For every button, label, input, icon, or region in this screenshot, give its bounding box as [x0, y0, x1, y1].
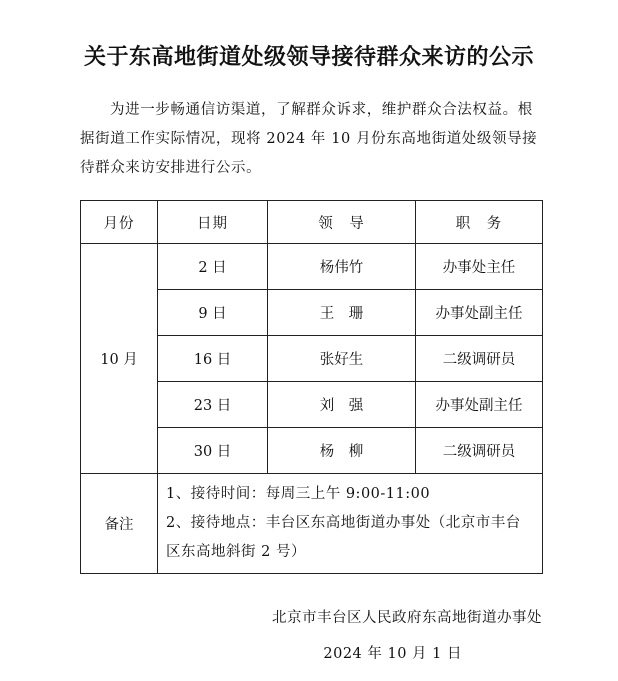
- date-cell: 23 日: [158, 382, 268, 428]
- signature-organization: 北京市丰台区人民政府东高地街道办事处: [272, 610, 542, 626]
- position-cell: 办事处副主任: [416, 290, 543, 336]
- position-cell: 办事处副主任: [416, 382, 543, 428]
- note-reception-location: 2、接待地点：丰台区东高地街道办事处（北京市丰台区东高地斜街 2 号）: [166, 515, 521, 560]
- table-header-row: [81, 201, 543, 244]
- intro-paragraph: 为进一步畅通信访渠道，了解群众诉求，维护群众合法权益。根据街道工作实际情况，现将 2024 年 10 月份东高地街道处级领导接待群众来访安排进行公示。: [80, 102, 538, 176]
- header-position: 职 务: [416, 201, 543, 244]
- date-cell: 16 日: [158, 336, 268, 382]
- notes-label: 备注: [81, 474, 158, 574]
- leader-cell: 张好生: [268, 336, 416, 382]
- reception-schedule-table: [80, 200, 543, 574]
- header-leader: 领 导: [268, 201, 416, 244]
- leader-cell: 杨伟竹: [268, 244, 416, 290]
- header-month: 月份: [81, 201, 158, 244]
- header-date: 日期: [158, 201, 268, 244]
- notes-row: [81, 474, 543, 574]
- notes-cell: [158, 474, 543, 574]
- date-cell: 9 日: [158, 290, 268, 336]
- position-cell: 办事处主任: [416, 244, 543, 290]
- position-cell: 二级调研员: [416, 336, 543, 382]
- date-cell: 2 日: [158, 244, 268, 290]
- leader-cell: 杨 柳: [268, 428, 416, 474]
- date-cell: 30 日: [158, 428, 268, 474]
- leader-cell: 王 珊: [268, 290, 416, 336]
- document-title: 关于东高地街道处级领导接待群众来访的公示: [83, 45, 534, 70]
- month-cell: 10 月: [81, 244, 158, 474]
- signature-date: 2024 年 10 月 1 日: [323, 646, 462, 662]
- leader-cell: 刘 强: [268, 382, 416, 428]
- position-cell: 二级调研员: [416, 428, 543, 474]
- note-reception-time: 1、接待时间：每周三上午 9:00-11:00: [166, 486, 431, 502]
- table-row: [81, 244, 543, 290]
